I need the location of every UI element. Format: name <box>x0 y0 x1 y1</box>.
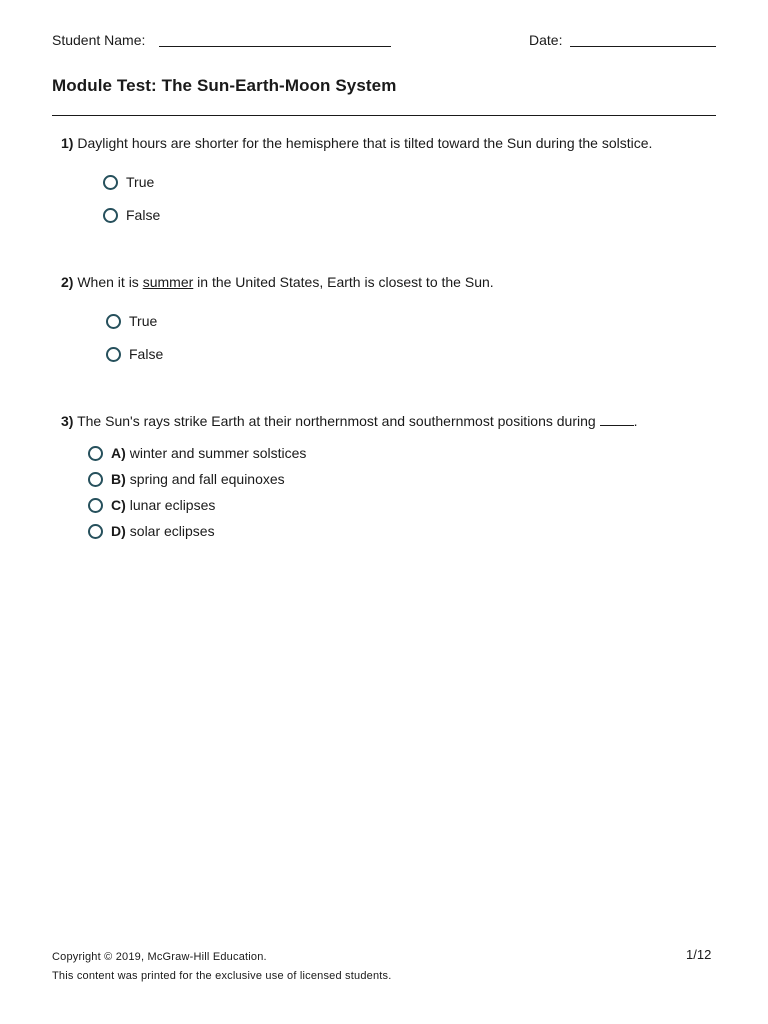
radio-circle-icon[interactable] <box>88 524 103 539</box>
radio-circle-icon[interactable] <box>106 314 121 329</box>
question-3-option-d[interactable] <box>88 521 215 541</box>
question-3 <box>61 413 637 429</box>
question-1-option-false[interactable] <box>103 205 160 225</box>
option-label: spring and fall equinoxes <box>129 471 285 487</box>
answer-blank <box>600 415 634 426</box>
page-footer <box>52 948 392 986</box>
option-label: False <box>126 207 161 223</box>
question-2-option-false[interactable] <box>106 344 163 364</box>
option-letter: A) <box>111 445 126 461</box>
question-2-option-true[interactable] <box>106 311 157 331</box>
question-text-after: in the United States, Earth is closest to the Sun. <box>193 274 494 290</box>
page-header <box>52 30 716 52</box>
question-3-option-c[interactable] <box>88 495 215 515</box>
option-letter: D) <box>111 523 126 539</box>
option-label: lunar eclipses <box>129 497 216 513</box>
question-text-after: . <box>633 413 638 429</box>
question-3-option-a[interactable] <box>88 443 306 463</box>
question-number: 1) <box>61 135 74 151</box>
question-2 <box>61 274 494 290</box>
question-text-underlined: summer <box>142 274 194 290</box>
student-name-label: Student Name: <box>52 32 146 48</box>
option-label: solar eclipses <box>129 523 215 539</box>
radio-circle-icon[interactable] <box>88 446 103 461</box>
question-text: Daylight hours are shorter for the hemisphere that is tilted toward the Sun during the solstice. <box>77 135 653 151</box>
radio-circle-icon[interactable] <box>88 472 103 487</box>
option-label: True <box>126 174 155 190</box>
page-indicator: 1/12 <box>686 947 712 962</box>
option-label: winter and summer solstices <box>129 445 307 461</box>
date-label: Date: <box>529 32 563 48</box>
question-text-before: The Sun's rays strike Earth at their northernmost and southernmost positions during <box>77 413 600 429</box>
page-title: Module Test: The Sun-Earth-Moon System <box>52 76 397 95</box>
option-letter: B) <box>111 471 126 487</box>
option-letter: C) <box>111 497 126 513</box>
question-1 <box>61 135 652 151</box>
date-field[interactable] <box>570 46 716 47</box>
radio-circle-icon[interactable] <box>103 208 118 223</box>
question-text-before: When it is <box>77 274 143 290</box>
radio-circle-icon[interactable] <box>103 175 118 190</box>
option-label: True <box>129 313 158 329</box>
question-3-option-b[interactable] <box>88 469 285 489</box>
copyright-text: Copyright © 2019, McGraw-Hill Education. <box>52 951 267 963</box>
title-divider <box>52 115 716 116</box>
question-number: 3) <box>61 413 74 429</box>
radio-circle-icon[interactable] <box>106 347 121 362</box>
license-notice: This content was printed for the exclusive use of licensed students. <box>52 970 392 982</box>
question-1-option-true[interactable] <box>103 172 154 192</box>
radio-circle-icon[interactable] <box>88 498 103 513</box>
student-name-field[interactable] <box>159 46 391 47</box>
question-number: 2) <box>61 274 74 290</box>
option-label: False <box>129 346 164 362</box>
